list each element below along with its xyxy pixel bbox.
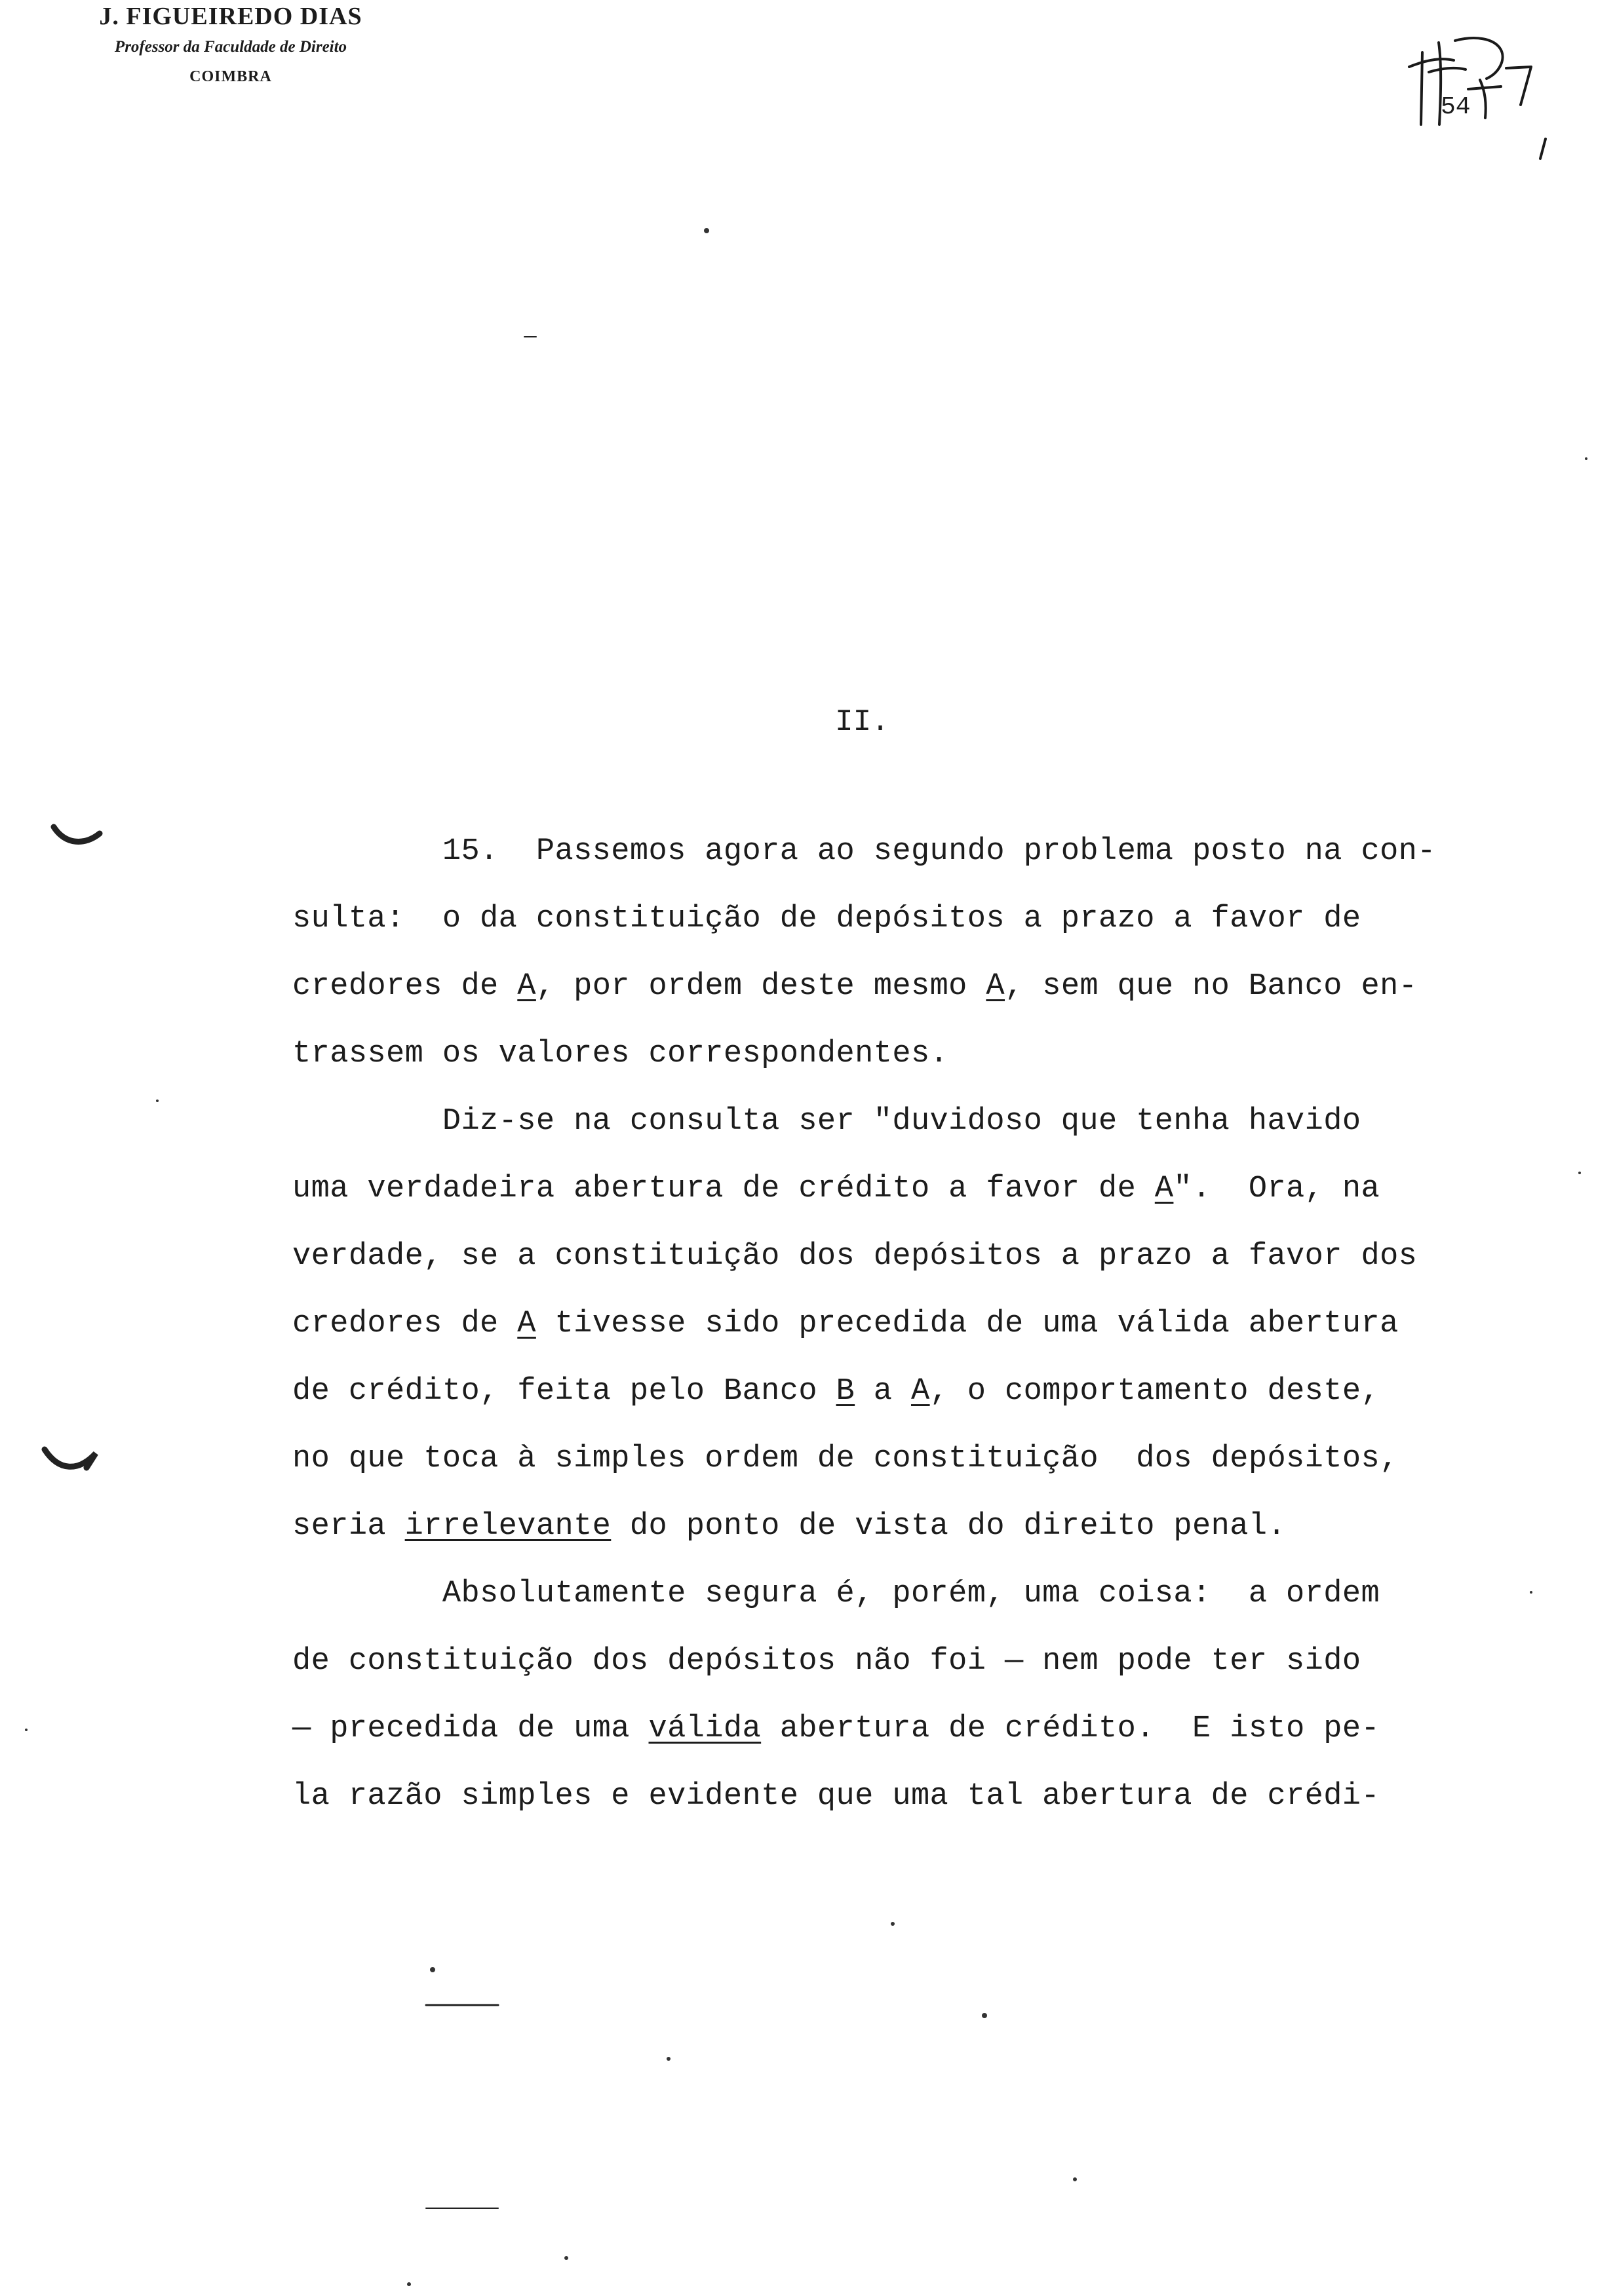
text-segment: de constituição dos depósitos não foi — nem pode ter sido: [292, 1644, 1361, 1679]
body-line: [292, 1171, 1505, 1238]
underlined-text: A: [517, 1307, 536, 1341]
text-segment: — precedida de uma: [292, 1712, 649, 1746]
underlined-text: A: [910, 1374, 930, 1409]
underlined-text: B: [836, 1374, 855, 1409]
text-segment: , o comportamento deste,: [929, 1374, 1380, 1409]
text-segment: uma verdadeira abertura de crédito a favor de: [292, 1172, 1155, 1206]
underlined-text: válida: [648, 1712, 762, 1746]
body-line: [292, 1576, 1505, 1643]
underlined-text: A: [986, 969, 1005, 1004]
letterhead-city: COIMBRA: [189, 68, 272, 85]
text-segment: la razão simples e evidente que uma tal abertura de crédi-: [292, 1779, 1380, 1814]
body-line: [292, 1441, 1505, 1508]
body-line: [292, 1306, 1505, 1373]
text-segment: verdade, se a constituição dos depósitos a prazo a favor dos: [292, 1239, 1418, 1274]
body-line: [292, 1373, 1505, 1441]
body-line: [292, 1508, 1505, 1576]
handwritten-initials-mark: [1403, 26, 1560, 164]
body-line: [292, 1711, 1505, 1778]
letterhead: [47, 1, 414, 88]
text-segment: no que toca à simples ordem de constituição dos depósitos,: [292, 1442, 1399, 1476]
body-line: [292, 833, 1505, 901]
text-segment: abertura de crédito. E isto pe-: [761, 1712, 1380, 1746]
text-segment: do ponto de vista do direito penal.: [611, 1509, 1287, 1544]
text-segment: credores de: [292, 1307, 518, 1341]
body-line: [292, 1643, 1505, 1711]
text-segment: , sem que no Banco en-: [1005, 969, 1418, 1004]
text-segment: Absolutamente segura é, porém, uma coisa: a ordem: [292, 1577, 1380, 1611]
page-number: 54: [1441, 93, 1471, 121]
text-segment: a: [855, 1374, 911, 1409]
text-segment: , por ordem deste mesmo: [535, 969, 986, 1004]
text-segment: ". Ora, na: [1173, 1172, 1380, 1206]
letterhead-name: J. FIGUEIREDO DIAS: [99, 3, 362, 30]
underlined-text: irrelevante: [404, 1509, 612, 1544]
section-heading: II.: [835, 705, 889, 739]
underlined-text: A: [1154, 1172, 1174, 1206]
body-text: [292, 833, 1505, 1846]
body-line: [292, 968, 1505, 1036]
text-segment: sulta: o da constituição de depósitos a prazo a favor de: [292, 902, 1361, 936]
body-line: [292, 1036, 1505, 1103]
text-segment: trassem os valores correspondentes.: [292, 1037, 949, 1071]
body-line: [292, 1778, 1505, 1846]
underlined-text: A: [517, 969, 536, 1004]
text-segment: de crédito, feita pelo Banco: [292, 1374, 836, 1409]
body-line: [292, 1238, 1505, 1306]
text-segment: 15. Passemos agora ao segundo problema posto na con-: [292, 834, 1436, 869]
text-segment: Diz-se na consulta ser "duvidoso que tenha havido: [292, 1104, 1361, 1139]
body-line: [292, 1103, 1505, 1171]
text-segment: seria: [292, 1509, 405, 1544]
text-segment: tivesse sido precedida de uma válida abertura: [535, 1307, 1399, 1341]
text-segment: credores de: [292, 969, 518, 1004]
letterhead-role: Professor da Faculdade de Direito: [114, 38, 347, 56]
body-line: [292, 901, 1505, 968]
